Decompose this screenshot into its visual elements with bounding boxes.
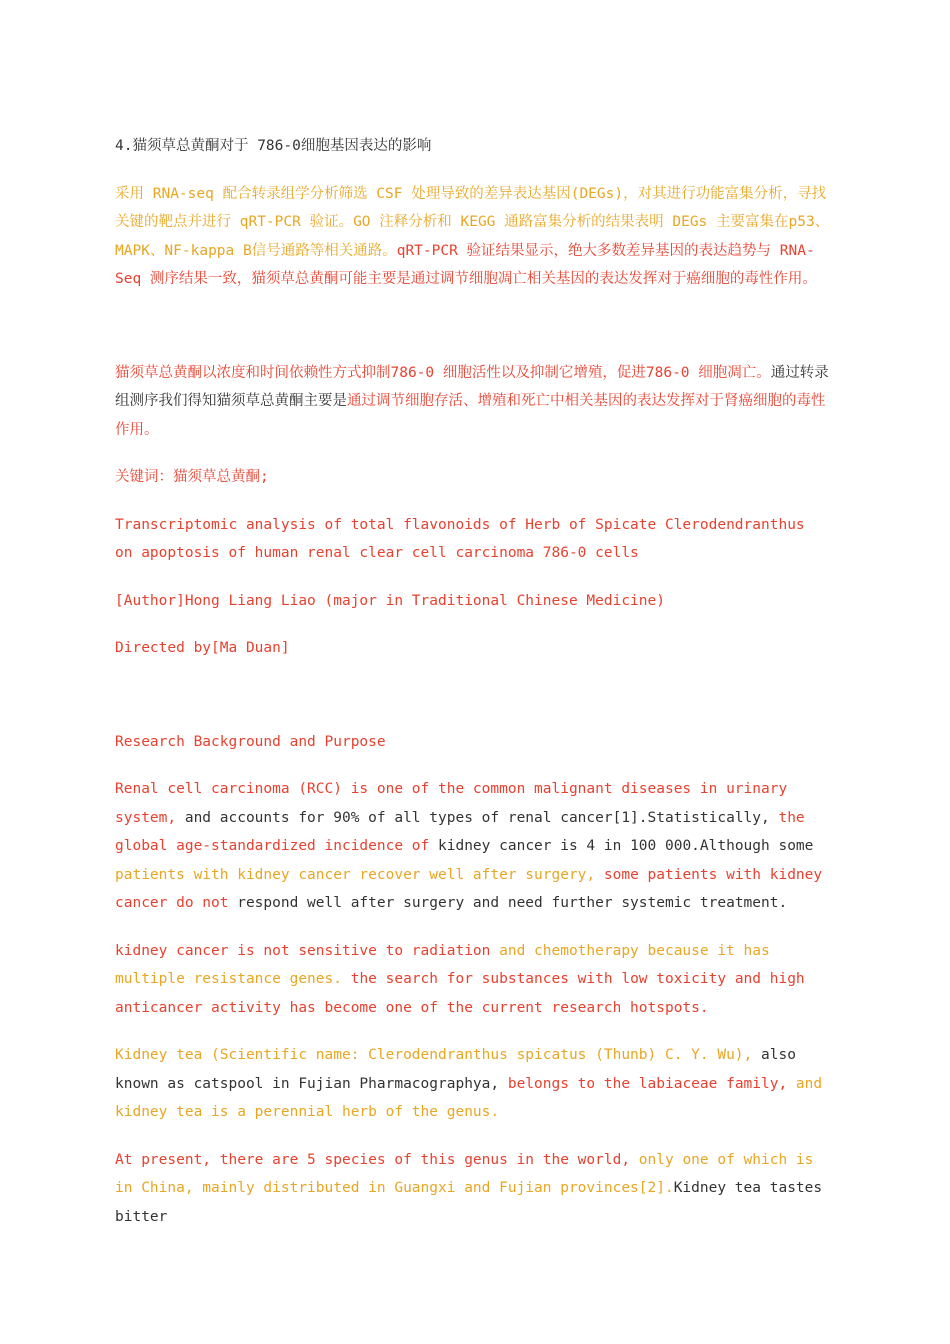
text-red: the global age-standardized incidence of: [115, 809, 805, 854]
text-black: Kidney tea tastes bitter: [115, 1180, 823, 1225]
author-line: [Author]Hong Liang Liao (major in Traditional Chinese Medicine): [115, 592, 665, 609]
text-black: respond well after surgery and need further systemic treatment.: [237, 895, 788, 911]
director-line: Directed by[Ma Duan]: [115, 640, 290, 656]
section-heading-4: 4.猫须草总黄酮对于 786-0细胞基因表达的影响: [115, 138, 432, 154]
paragraph-resistance: [115, 937, 830, 1023]
text-yellow: 采用 RNA-seq 配合转录组学分析筛选 CSF 处理导致的差异表达基因(DEGs)，对其进行功能富集分析，寻找关键的靶点并进行 qRT-PCR 验证。GO 注释分析和 KEGG 通路富集分析的结果表明 DEGs 主要富集在p53、MAPK、NF-kappa B信号通路等相关通路。: [115, 185, 830, 259]
text-red: Renal cell carcinoma (RCC) is one of the common malignant diseases in urinary system,: [115, 781, 788, 826]
text-black: also known as catspool in Fujian Pharmacographya,: [115, 1047, 796, 1092]
paragraph-kidney-tea: [115, 1041, 830, 1127]
english-title: Transcriptomic analysis of total flavonoids of Herb of Spicate Clerodendranthus on apoptosis of human renal clear cell carcinoma 786-0 cells: [115, 516, 805, 561]
text-red: the search for substances with low toxicity and high anticancer activity has become one of the current research hotspots.: [115, 971, 805, 1016]
paragraph-conclusion: [115, 359, 830, 445]
text-red: some patients with kidney cancer do not: [115, 866, 823, 911]
text-red: qRT-PCR 验证结果显示，绝大多数差异基因的表达趋势与 RNA-Seq 测序结果一致，猫须草总黄酮可能主要是通过调节细胞凋亡相关基因的表达发挥对于癌细胞的毒性作用。: [115, 242, 817, 287]
text-black: and accounts for 90% of all types of renal cancer[1].Statistically,: [176, 809, 779, 826]
text-yellow: only one of which is in China, mainly distributed in Guangxi and Fujian provinces[2].: [115, 1151, 814, 1196]
text-red: belongs to the labiaceae family,: [507, 1075, 788, 1092]
text-red: 通过调节细胞存活、增殖和死亡中相关基因的表达发挥对于肾癌细胞的毒性作用。: [115, 393, 826, 438]
text-yellow: patients with kidney cancer recover well after surgery,: [115, 866, 604, 883]
text-red: 猫须草总黄酮以浓度和时间依赖性方式抑制786-0 细胞活性以及抑制它增殖，促进786-0 细胞凋亡。: [115, 364, 771, 381]
text-red: kidney cancer is not sensitive to radiation: [115, 942, 500, 959]
text-yellow: Kidney tea (Scientific name: Clerodendranthus spicatus (Thunb) C. Y. Wu),: [115, 1047, 753, 1063]
paragraph-rcc: [115, 775, 830, 918]
text-black: 通过转录组测序我们得知猫须草总黄酮主要是: [115, 364, 829, 409]
spacer: [115, 313, 830, 359]
document-body: [115, 132, 830, 1250]
spacer: [115, 682, 830, 728]
paragraph-deg-analysis: [115, 180, 830, 294]
paragraph-species: [115, 1146, 830, 1232]
section-title-background: Research Background and Purpose: [115, 733, 386, 750]
keywords-line: 关键词：猫须草总黄酮;: [115, 469, 269, 485]
text-yellow: and chemotherapy because it has multiple resistance genes.: [115, 942, 770, 987]
text-black: kidney cancer is 4 in 100 000.Although some: [438, 838, 814, 854]
text-yellow: and kidney tea is a perennial herb of the genus.: [115, 1075, 823, 1120]
text-red: At present, there are 5 species of this genus in the world,: [115, 1151, 639, 1168]
